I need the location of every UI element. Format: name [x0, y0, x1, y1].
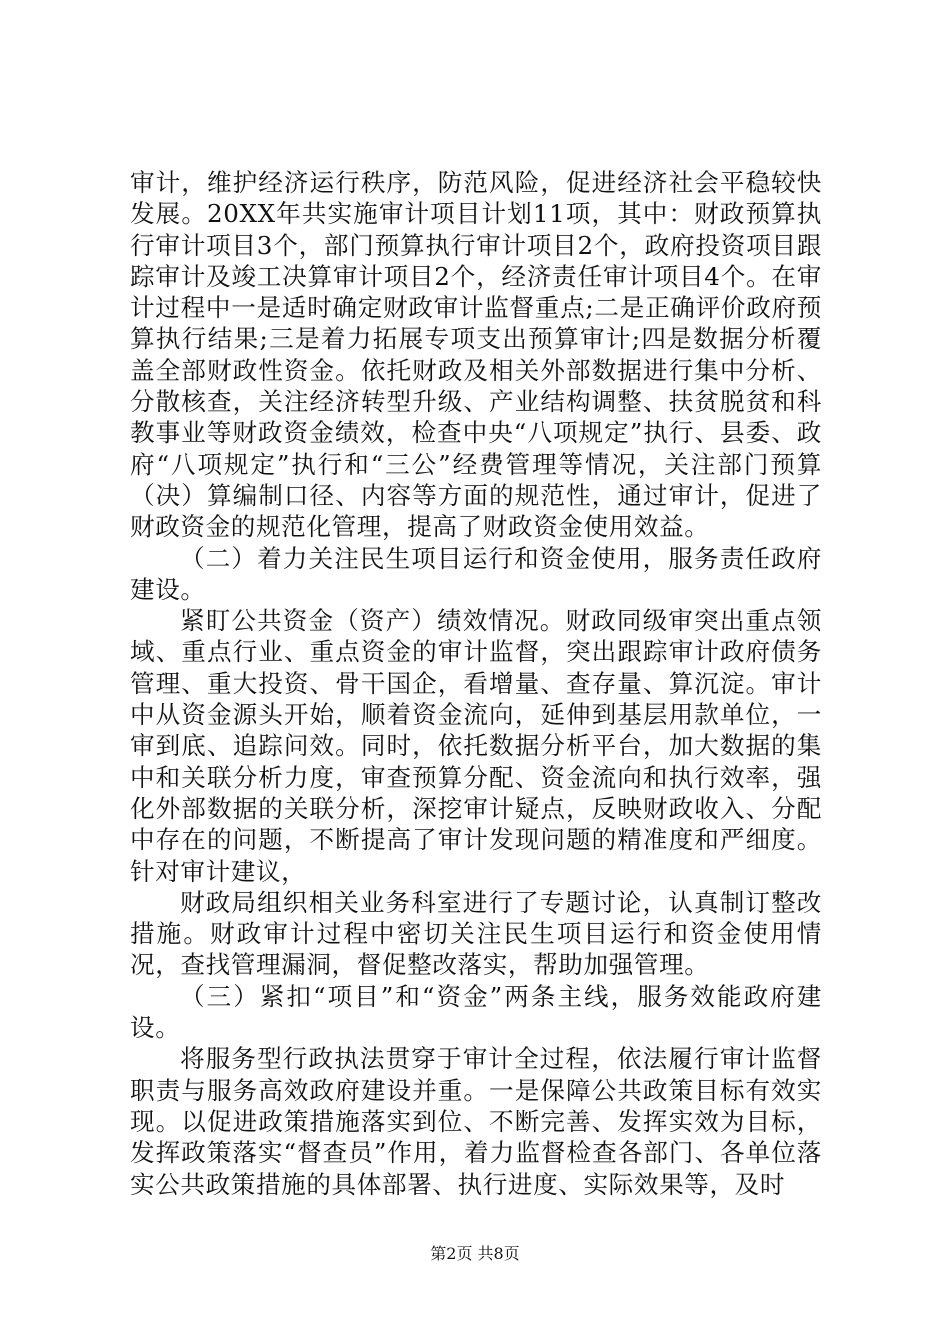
page-footer: 第2页 共8页 — [430, 1244, 520, 1263]
paragraph-service-enforcement: 将服务型行政执法贯穿于审计全过程，依法履行审计监督职责与服务高效政府建设并重。一是保障公共政策目标有效实现。以促进政策措施落实到位、不断完善、发挥实效为目标，发挥政策落实“督查员”作用，着力监督检查各部门、各单位落实公共政策措施的具体部署、执行进度、实际效果等，及时 — [130, 1044, 822, 1199]
document-body — [130, 167, 822, 1200]
paragraph-public-funds: 紧盯公共资金（资产）绩效情况。财政同级审突出重点领域、重点行业、重点资金的审计监督，突出跟踪审计政府债务管理、重大投资、骨干国企，看增量、查存量、算沉淀。审计中从资金源头开始，顺着资金流向，延伸到基层用款单位，一审到底、追踪问效。同时，依托数据分析平台，加大数据的集中和关联分析力度，审查预算分配、资金流向和执行效率，强化外部数据的关联分析，深挖审计疑点，反映财政收入、分配中存在的问题，不断提高了审计发现问题的精准度和严细度。针对审计建议， — [130, 606, 822, 886]
paragraph-finance-bureau: 财政局组织相关业务科室进行了专题讨论，认真制订整改措施。财政审计过程中密切关注民生项目运行和资金使用情况，查找管理漏洞，督促整改落实，帮助加强管理。 — [130, 887, 822, 980]
paragraph-audit-summary: 审计，维护经济运行秩序，防范风险，促进经济社会平稳较快发展。20XX年共实施审计项目计划11项，其中：财政预算执行审计项目3个，部门预算执行审计项目2个，政府投资项目跟踪审计及竣工决算审计项目2个，经济责任审计项目4个。在审计过程中一是适时确定财政审计监督重点;二是正确评价政府预算执行结果;三是着力拓展专项支出预算审计;四是数据分析覆盖全部财政性资金。依托财政及相关外部数据进行集中分析、分散核查，关注经济转型升级、产业结构调整、扶贫脱贫和科教事业等财政资金绩效，检查中央“八项规定”执行、县委、政府“八项规定”执行和“三公”经费管理等情况，关注部门预算（决）算编制口径、内容等方面的规范性，通过审计，促进了财政资金的规范化管理，提高了财政资金使用效益。 — [130, 168, 822, 542]
section-heading-two: （二）着力关注民生项目运行和资金使用，服务责任政府建设。 — [130, 543, 822, 604]
section-heading-three: （三）紧扣“项目”和“资金”两条主线，服务效能政府建设。 — [130, 981, 822, 1043]
